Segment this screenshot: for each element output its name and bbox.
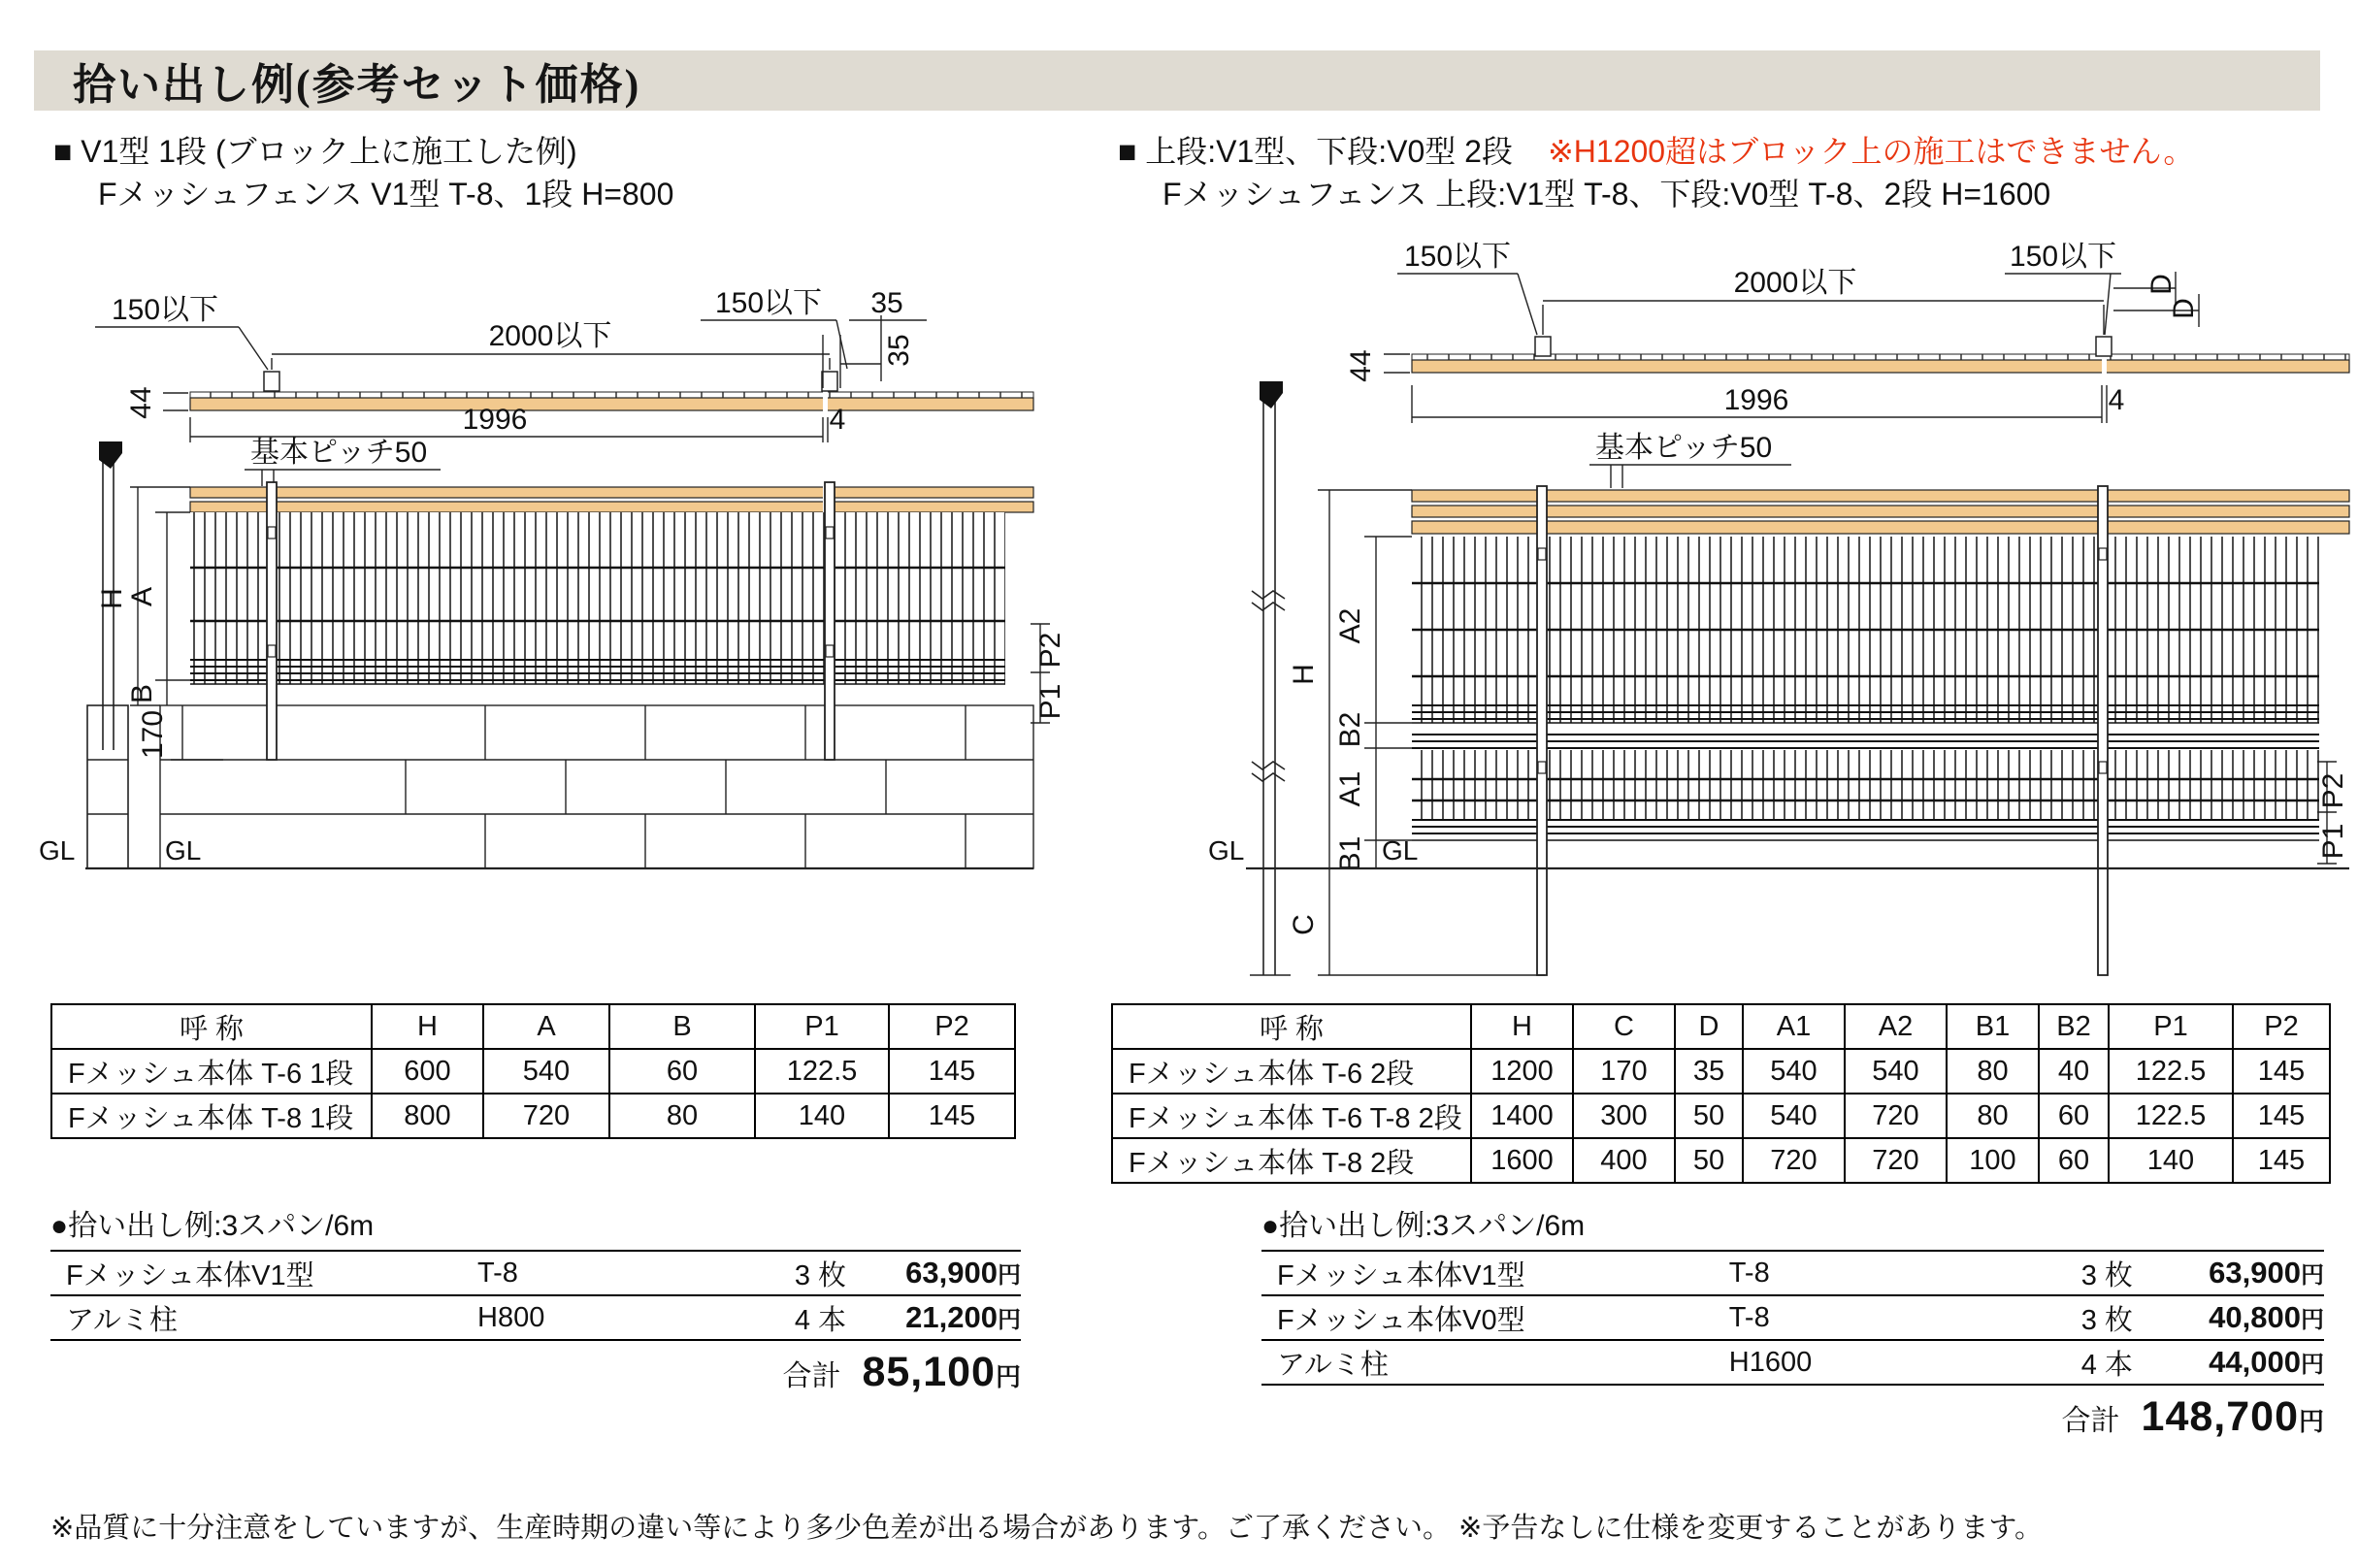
page-title-text: 拾い出し例(参考セット価格) [73, 61, 641, 109]
gl-side-label: GL [39, 835, 76, 866]
yen-unit: 円 [2298, 1407, 2324, 1436]
yen-unit: 円 [998, 1307, 1021, 1333]
item-spec: T-8 [1728, 1301, 1770, 1333]
cell: 122.5 [2109, 1049, 2233, 1094]
post-2 [825, 482, 835, 760]
header-cell: P2 [2233, 1004, 2330, 1049]
dim-2000-label: 2000以下 [488, 320, 612, 352]
cell: 60 [2039, 1138, 2109, 1183]
total-label: 合計 [782, 1360, 841, 1392]
dim-150-left-label: 150以下 [1403, 241, 1512, 273]
table-row [1112, 1094, 2330, 1138]
header-cell: 呼 称 [51, 1004, 372, 1049]
plan-view [1345, 241, 2349, 488]
block-wall [160, 705, 1033, 868]
cell: 145 [889, 1094, 1015, 1138]
side-view-post [87, 441, 128, 868]
cell: 400 [1573, 1138, 1675, 1183]
header-cell: A2 [1845, 1004, 1947, 1049]
pricing-row [1261, 1250, 2324, 1294]
item-price: 44,000円 [2209, 1345, 2324, 1379]
item-name: アルミ柱 [66, 1304, 178, 1336]
item-price: 63,900円 [905, 1256, 1021, 1290]
page-title [34, 50, 2320, 111]
right-fence-diagram [1203, 218, 2358, 1004]
lower-mesh-panel [1412, 750, 2319, 820]
yen-unit: 円 [998, 1262, 1021, 1289]
dim-d2-label: D [2168, 298, 2200, 319]
cell: 720 [1845, 1138, 1947, 1183]
left-spec-table [50, 1003, 1016, 1139]
cell: 540 [1743, 1094, 1845, 1138]
right-heading-line1: ■ 上段:V1型、下段:V0型 2段 [1118, 134, 1513, 169]
pricing-total [1261, 1393, 2324, 1441]
cell: 170 [1573, 1049, 1675, 1094]
item-name: Fメッシュ本体V1型 [66, 1259, 314, 1291]
cell: 50 [1675, 1138, 1743, 1183]
header-cell: C [1573, 1004, 1675, 1049]
right-heading-warning: ※H1200超はブロック上の施工はできません。 [1547, 134, 2195, 169]
cell: 540 [1743, 1049, 1845, 1094]
post-1 [267, 482, 277, 760]
cell: 540 [1845, 1049, 1947, 1094]
dim-c-label: C [1288, 914, 1320, 935]
cell: 80 [1947, 1094, 2039, 1138]
cell: Fメッシュ本体 T-6 T-8 2段 [1112, 1094, 1471, 1138]
cell: 145 [2233, 1094, 2330, 1138]
pricing-row [1261, 1339, 2324, 1384]
dim-150-right-label: 150以下 [2009, 241, 2117, 273]
mesh-panel [190, 512, 1005, 684]
cell: 1200 [1471, 1049, 1573, 1094]
item-price: 21,200円 [905, 1300, 1021, 1334]
plan-post-1 [264, 372, 279, 391]
plan-view [95, 287, 1033, 486]
header-cell: A [483, 1004, 609, 1049]
item-qty: 4 本 [2080, 1349, 2133, 1381]
cell: Fメッシュ本体 T-6 2段 [1112, 1049, 1471, 1094]
table-row [1112, 1138, 2330, 1183]
pricing-row [50, 1250, 1021, 1294]
item-name: アルミ柱 [1277, 1349, 1389, 1381]
gl-main-label: GL [165, 835, 202, 866]
cell: 145 [2233, 1049, 2330, 1094]
table-header-row [51, 1004, 1015, 1049]
cell: 145 [889, 1049, 1015, 1094]
cell: 80 [609, 1094, 755, 1138]
p1-label: P1 [1034, 683, 1066, 720]
dim-h-label: H [1288, 664, 1320, 685]
cell: 540 [483, 1049, 609, 1094]
side-view-post [1250, 381, 1291, 975]
cell: 60 [2039, 1094, 2109, 1138]
item-name: Fメッシュ本体V0型 [1277, 1304, 1525, 1336]
right-section-heading [1118, 130, 2194, 215]
item-price: 63,900円 [2209, 1256, 2324, 1290]
item-spec: H800 [477, 1301, 545, 1333]
plan-post-2 [822, 372, 837, 391]
dim-35-h-label: 35 [870, 287, 903, 319]
left-fence-diagram [29, 218, 1087, 898]
cell: 60 [609, 1049, 755, 1094]
header-cell: P1 [755, 1004, 889, 1049]
yen-unit: 円 [2301, 1352, 2324, 1378]
cell: 122.5 [2109, 1094, 2233, 1138]
footnote: ※品質に十分注意をしていますが、生産時期の違い等により多少色差が出る場合があります。ご了承ください。 ※予告なしに仕様を変更することがあります。 [50, 1513, 2044, 1544]
cell: 1400 [1471, 1094, 1573, 1138]
yen-unit: 円 [2301, 1307, 2324, 1333]
header-cell: P1 [2109, 1004, 2233, 1049]
dim-44-label: 44 [1345, 349, 1377, 382]
plan-post-2 [2096, 337, 2112, 356]
dim-b-label: B [126, 683, 158, 704]
table-row [51, 1094, 1015, 1138]
right-pricing-list [1261, 1201, 2324, 1441]
dim-150-left-label: 150以下 [111, 294, 219, 326]
right-spec-table [1111, 1003, 2331, 1184]
item-qty: 4 本 [794, 1304, 846, 1336]
pricing-row [1261, 1294, 2324, 1339]
pricing-row [50, 1294, 1021, 1339]
cell: 800 [372, 1094, 483, 1138]
plan-post-1 [1535, 337, 1551, 356]
cell: 145 [2233, 1138, 2330, 1183]
cell: 50 [1675, 1094, 1743, 1138]
right-heading-line2: Fメッシュフェンス 上段:V1型 T-8、下段:V0型 T-8、2段 H=1600 [1163, 177, 2051, 212]
cell: 100 [1947, 1138, 2039, 1183]
p1-label: P1 [2317, 823, 2349, 860]
cell: 80 [1947, 1049, 2039, 1094]
cell: 720 [1845, 1094, 1947, 1138]
header-cell: A1 [1743, 1004, 1845, 1049]
total-price: 148,700 [2141, 1393, 2299, 1440]
cell: 720 [483, 1094, 609, 1138]
header-cell: B [609, 1004, 755, 1049]
cell: 1600 [1471, 1138, 1573, 1183]
p2-label: P2 [1034, 632, 1066, 669]
pricing-title: ●拾い出し例:3スパン/6m [50, 1210, 375, 1242]
dim-2000-label: 2000以下 [1733, 267, 1857, 299]
left-pricing-list [50, 1201, 1021, 1396]
cell: Fメッシュ本体 T-8 1段 [51, 1094, 372, 1138]
gl-side-label: GL [1208, 835, 1245, 866]
item-price: 40,800円 [2209, 1300, 2324, 1334]
cell: 300 [1573, 1094, 1675, 1138]
cell: Fメッシュ本体 T-8 2段 [1112, 1138, 1471, 1183]
header-cell: D [1675, 1004, 1743, 1049]
header-cell: H [372, 1004, 483, 1049]
table-row [1112, 1049, 2330, 1094]
cell: Fメッシュ本体 T-6 1段 [51, 1049, 372, 1094]
left-heading-line2: Fメッシュフェンス V1型 T-8、1段 H=800 [98, 177, 674, 212]
cell: 140 [755, 1094, 889, 1138]
header-cell: B2 [2039, 1004, 2109, 1049]
p2-label: P2 [2317, 772, 2349, 809]
item-qty: 3 枚 [2080, 1259, 2133, 1291]
header-cell: B1 [1947, 1004, 2039, 1049]
item-qty: 3 枚 [794, 1259, 846, 1291]
header-cell: 呼 称 [1112, 1004, 1471, 1049]
total-price: 85,100 [862, 1349, 996, 1395]
cell: 40 [2039, 1049, 2109, 1094]
cell: 122.5 [755, 1049, 889, 1094]
cell: 600 [372, 1049, 483, 1094]
dim-a2-label: A2 [1334, 607, 1366, 644]
dim-150-right-label: 150以下 [714, 287, 823, 319]
dim-170-label: 170 [137, 709, 169, 760]
item-spec: H1600 [1728, 1346, 1813, 1378]
item-name: Fメッシュ本体V1型 [1277, 1259, 1525, 1291]
pricing-title: ●拾い出し例:3スパン/6m [1261, 1210, 1586, 1242]
item-spec: T-8 [477, 1257, 518, 1289]
pitch-label: 基本ピッチ50 [250, 437, 428, 469]
pricing-total [50, 1349, 1021, 1396]
dim-h-label: H [96, 588, 128, 609]
dim-1996-label: 1996 [1723, 384, 1789, 416]
header-cell: H [1471, 1004, 1573, 1049]
dim-4-label: 4 [829, 404, 846, 436]
left-section-heading [53, 130, 673, 215]
left-heading-line1: ■ V1型 1段 (ブロック上に施工した例) [53, 134, 577, 169]
dim-4-label: 4 [2108, 384, 2125, 416]
pitch-label: 基本ピッチ50 [1595, 432, 1773, 464]
cell: 140 [2109, 1138, 2233, 1183]
cell: 720 [1743, 1138, 1845, 1183]
dim-a-label: A [126, 586, 158, 607]
dim-1996-label: 1996 [462, 404, 528, 436]
table-row [51, 1049, 1015, 1094]
table-header-row [1112, 1004, 2330, 1049]
cell: 35 [1675, 1049, 1743, 1094]
dim-b1-label: B1 [1334, 835, 1366, 872]
item-qty: 3 枚 [2080, 1304, 2133, 1336]
gl-main-label: GL [1382, 835, 1419, 866]
item-spec: T-8 [1728, 1257, 1770, 1289]
dim-35-v-label: 35 [883, 334, 915, 367]
dim-b2-label: B2 [1334, 711, 1366, 748]
dim-a1-label: A1 [1334, 770, 1366, 807]
dim-44-label: 44 [125, 386, 157, 419]
total-label: 合計 [2061, 1405, 2120, 1437]
yen-unit: 円 [995, 1362, 1021, 1391]
header-cell: P2 [889, 1004, 1015, 1049]
dim-d1-label: D [2145, 274, 2178, 295]
elevation-view [1412, 486, 2349, 975]
yen-unit: 円 [2301, 1262, 2324, 1289]
